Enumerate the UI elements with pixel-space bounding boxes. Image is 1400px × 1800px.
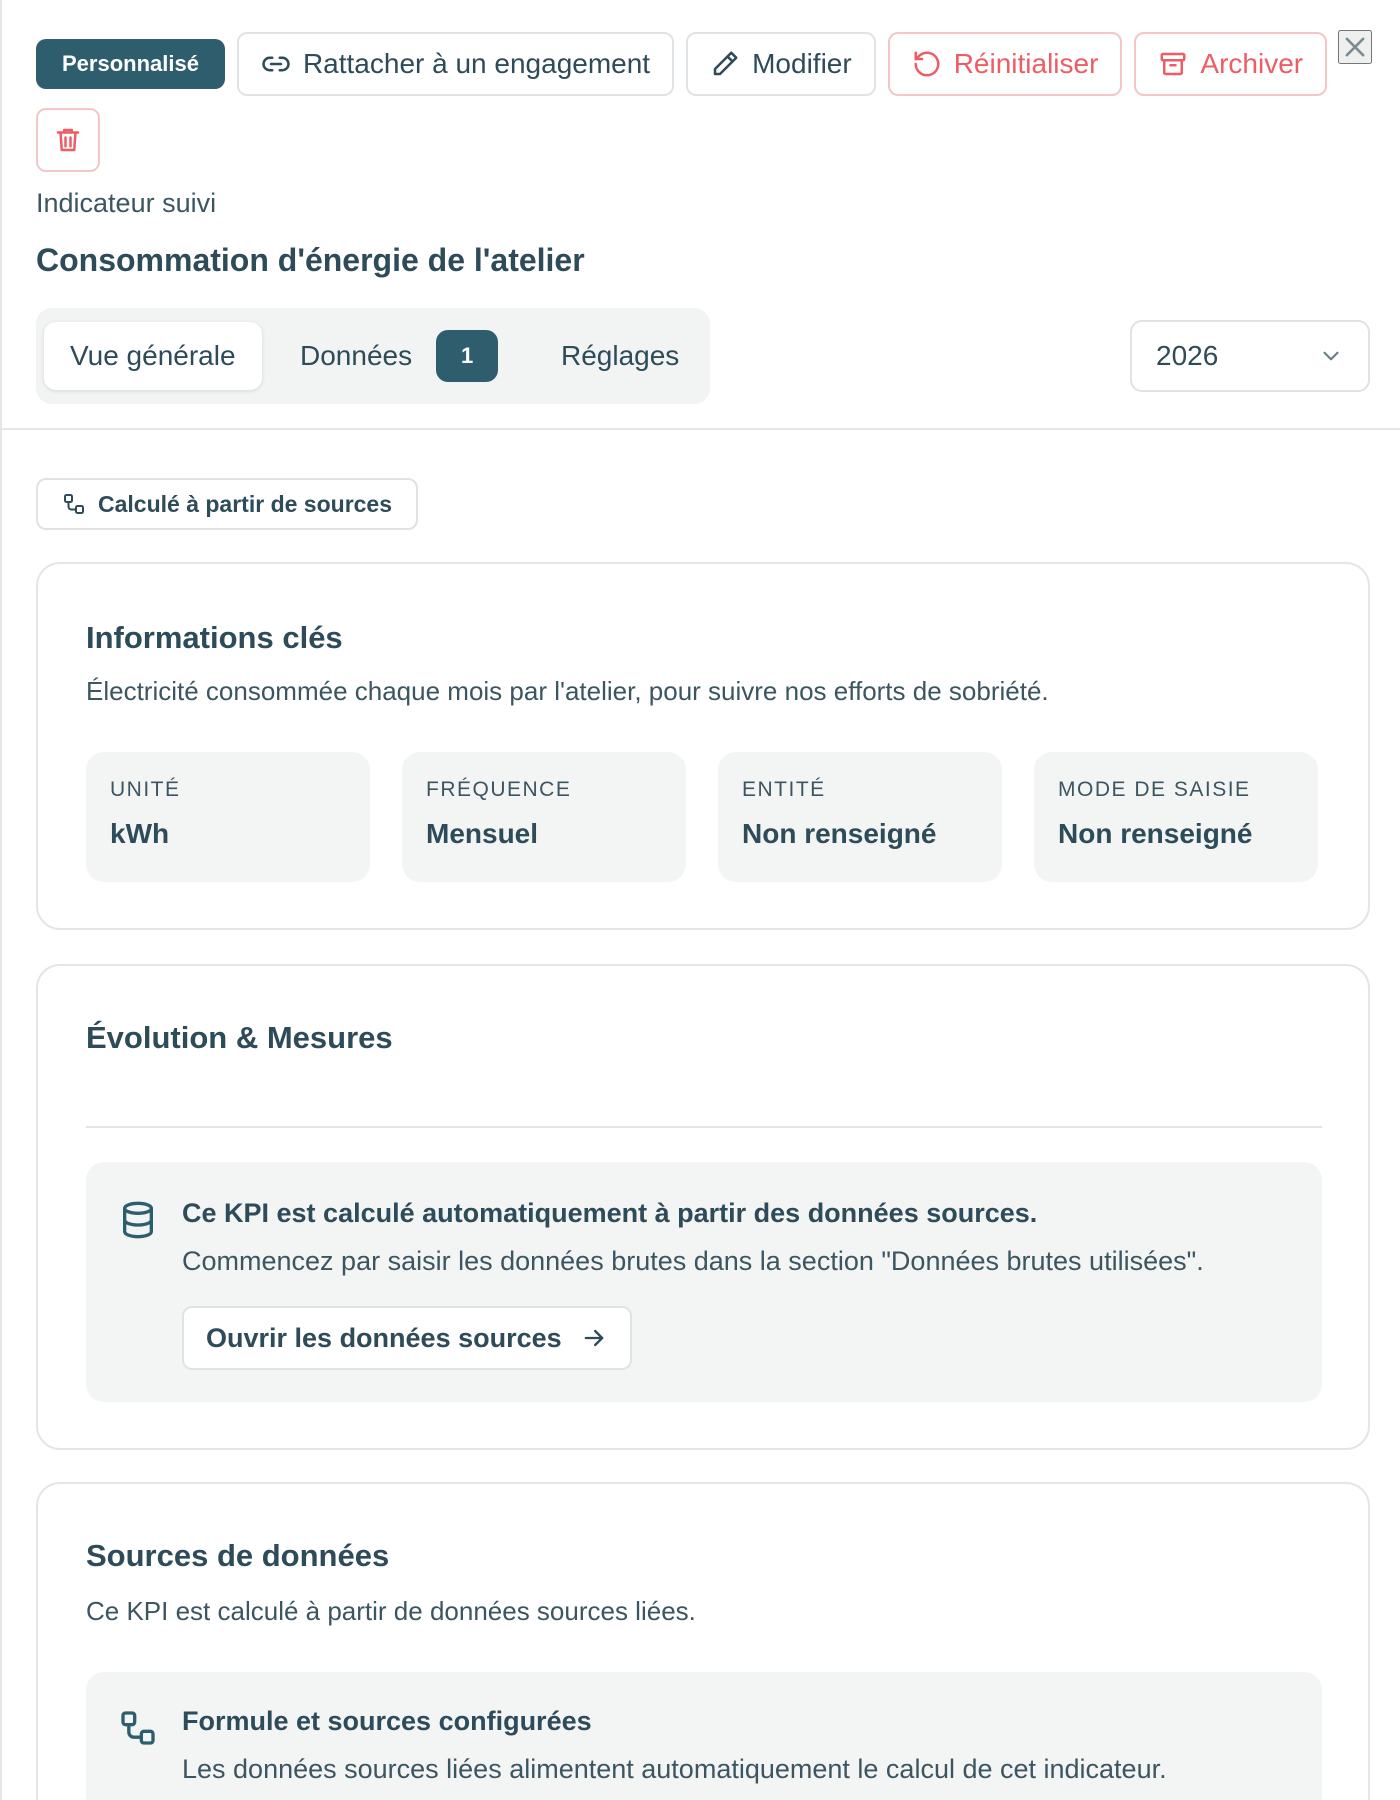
chevron-down-icon: [1318, 343, 1344, 369]
evolution-title: Évolution & Mesures: [86, 1020, 393, 1055]
edit-button[interactable]: [686, 32, 876, 96]
info-entity-label: ENTITÉ: [742, 778, 826, 801]
auto-calc-notice-title: Ce KPI est calculé automatiquement à partir des données sources.: [182, 1198, 1038, 1228]
data-sources-title: Sources de données: [86, 1538, 390, 1573]
info-frequency: [402, 752, 686, 882]
year-select[interactable]: [1130, 320, 1370, 392]
tab-bar: [36, 308, 710, 404]
info-frequency-label: FRÉQUENCE: [426, 778, 572, 801]
info-entry-mode: [1034, 752, 1318, 882]
evolution-card: [36, 964, 1370, 1450]
trash-icon: [53, 125, 83, 155]
workflow-icon: [62, 492, 86, 516]
archive-icon: [1158, 49, 1188, 79]
info-frequency-value: Mensuel: [426, 818, 539, 849]
formula-notice: [86, 1672, 1322, 1800]
custom-badge: Personnalisé: [36, 39, 225, 89]
reset-label: Réinitialiser: [953, 48, 1099, 79]
reset-button[interactable]: [888, 32, 1123, 96]
auto-calc-notice-text: Commencez par saisir les données brutes dans la section "Données brutes utilisées".: [182, 1246, 1204, 1276]
info-entity-value: Non renseigné: [742, 818, 937, 849]
page-subtitle: Indicateur suivi: [36, 188, 217, 218]
data-sources-card: [36, 1482, 1370, 1800]
attach-commitment-button[interactable]: [237, 32, 674, 96]
key-info-description: Électricité consommée chaque mois par l'atelier, pour suivre nos efforts de sobriété.: [86, 676, 1049, 706]
archive-label: Archiver: [1200, 48, 1304, 79]
close-button[interactable]: [1338, 30, 1372, 64]
tab-overview[interactable]: Vue générale: [44, 322, 262, 390]
open-source-data-button[interactable]: [182, 1306, 632, 1370]
key-info-title: Informations clés: [86, 620, 343, 655]
tab-data-label: Données: [300, 340, 413, 371]
calculated-source-label: Calculé à partir de sources: [98, 490, 393, 517]
formula-notice-text: Les données sources liées alimentent automatiquement le calcul de cet indicateur.: [182, 1754, 1167, 1784]
attach-commitment-label: Rattacher à un engagement: [302, 48, 651, 79]
info-entry-mode-label: MODE DE SAISIE: [1058, 778, 1251, 801]
info-unit-value: kWh: [110, 818, 170, 849]
auto-calc-notice: [86, 1162, 1322, 1402]
tab-data[interactable]: [300, 322, 498, 390]
info-unit-label: UNITÉ: [110, 778, 181, 801]
page-title: Consommation d'énergie de l'atelier: [36, 242, 585, 278]
info-entry-mode-value: Non renseigné: [1058, 818, 1253, 849]
toolbar: [36, 32, 1336, 172]
arrow-right-icon: [580, 1324, 608, 1352]
delete-button[interactable]: [36, 108, 100, 172]
close-icon: [1341, 33, 1369, 61]
link-icon: [261, 49, 291, 79]
data-sources-description: Ce KPI est calculé à partir de données sources liées.: [86, 1596, 696, 1626]
tab-data-count-badge: 1: [436, 330, 498, 382]
info-unit: [86, 752, 370, 882]
pencil-icon: [710, 49, 740, 79]
calculated-source-chip: [36, 478, 418, 530]
key-info-card: [36, 562, 1370, 930]
formula-notice-title: Formule et sources configurées: [182, 1706, 592, 1736]
year-select-value: 2026: [1156, 340, 1219, 371]
key-info-grid: [86, 752, 1318, 882]
archive-button[interactable]: [1134, 32, 1327, 96]
evolution-divider: [86, 1126, 1322, 1128]
workflow-icon: [118, 1708, 158, 1748]
reset-icon: [912, 49, 942, 79]
database-icon: [118, 1200, 158, 1240]
header-divider: [2, 428, 1400, 430]
info-entity: [718, 752, 1002, 882]
edit-label: Modifier: [752, 48, 852, 79]
open-source-data-label: Ouvrir les données sources: [206, 1322, 562, 1353]
tab-settings[interactable]: Réglages: [561, 340, 680, 371]
